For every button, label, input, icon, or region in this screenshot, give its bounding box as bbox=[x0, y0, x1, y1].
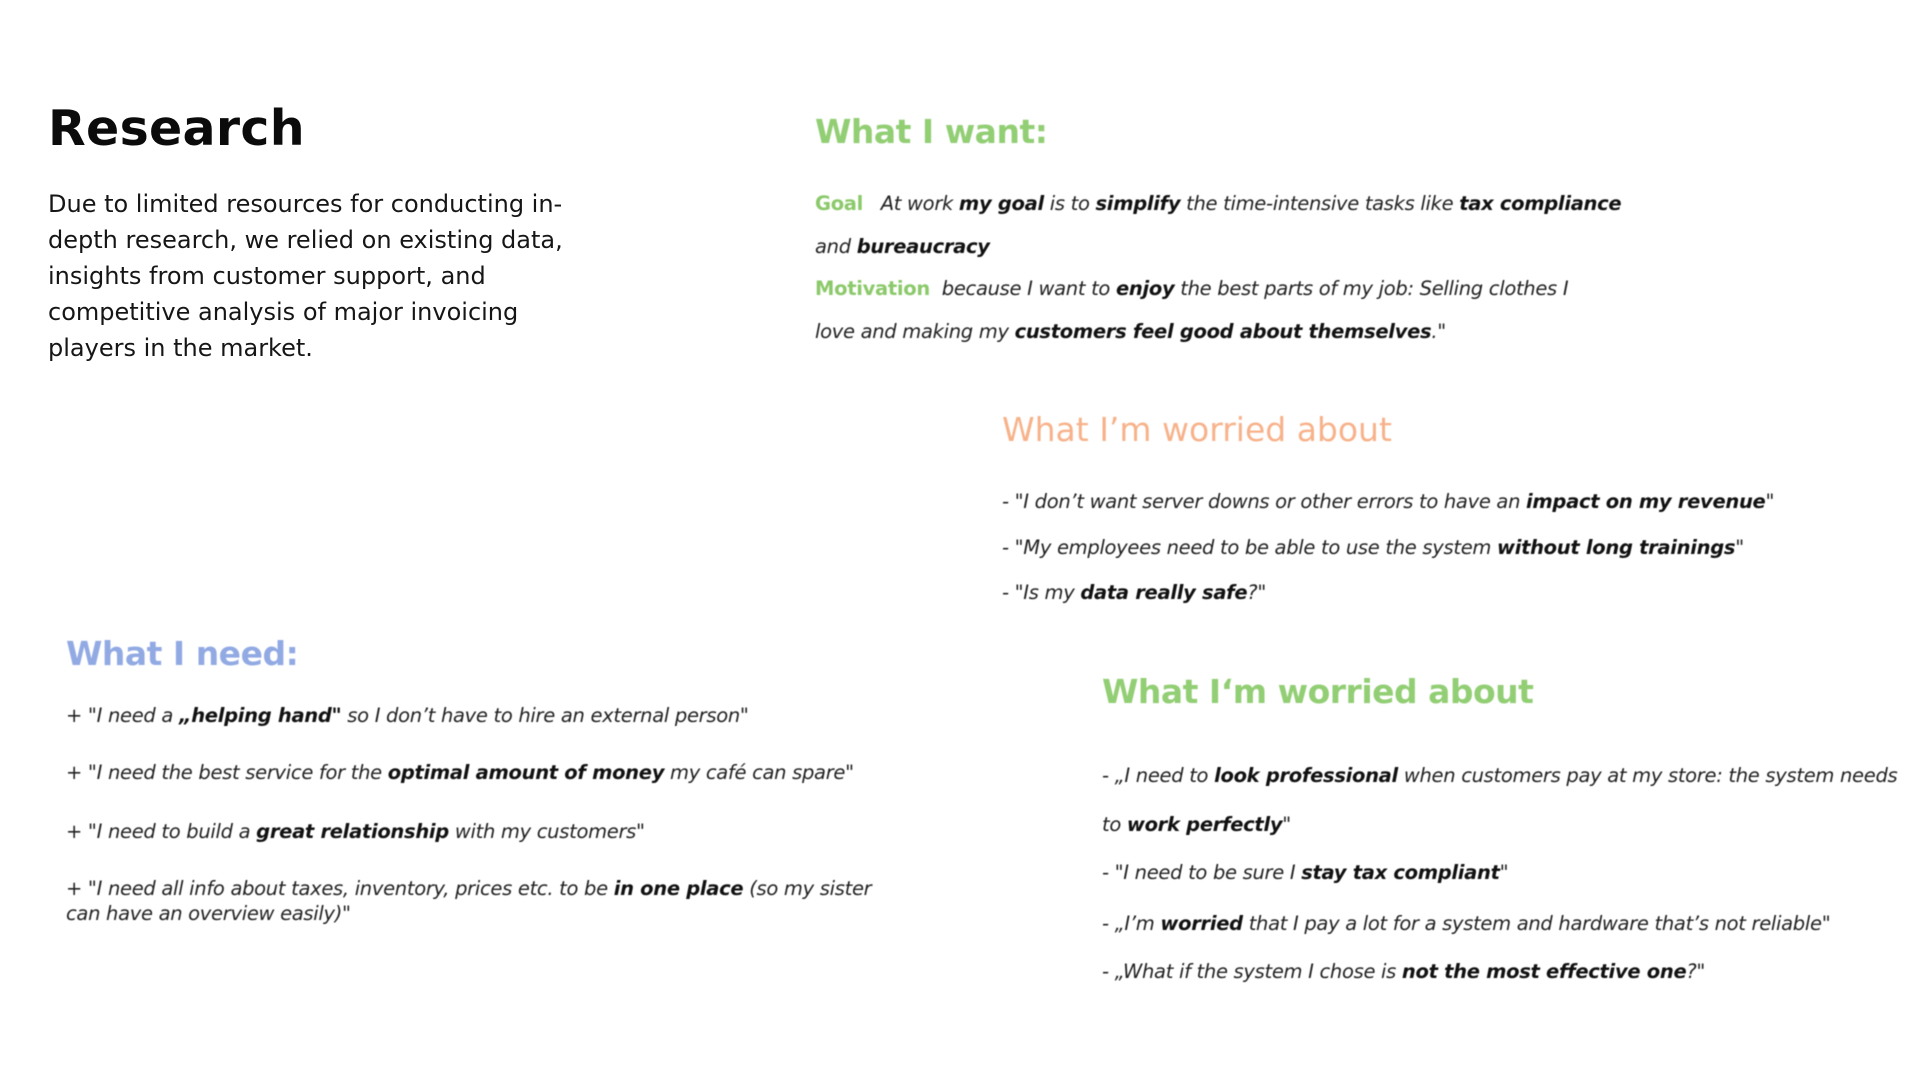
motivation-label: Motivation bbox=[815, 277, 930, 300]
page-title: Research bbox=[48, 100, 305, 157]
goal-text: At work bbox=[880, 192, 959, 215]
list-item: + "I need to build a great relationship with my customers" bbox=[66, 820, 645, 843]
motivation-line bbox=[815, 277, 1568, 300]
goal-emphasis: bureaucracy bbox=[856, 235, 990, 258]
persona-worries-section-2 bbox=[1102, 672, 1898, 983]
needs-heading: What I need: bbox=[66, 634, 299, 673]
list-item-continued: can have an overview easily)" bbox=[66, 902, 351, 925]
motivation-emphasis: enjoy bbox=[1115, 277, 1175, 300]
list-item: - "I need to be sure I stay tax compliant" bbox=[1102, 861, 1509, 884]
list-item: - „I’m worried that I pay a lot for a system and hardware that’s not reliable" bbox=[1102, 912, 1831, 935]
goal-line bbox=[815, 192, 1621, 215]
goal-emphasis: tax compliance bbox=[1459, 192, 1622, 215]
list-item-continued: to work perfectly" bbox=[1102, 813, 1291, 836]
worries-heading-2: What I‘m worried about bbox=[1102, 672, 1534, 711]
motivation-line-2 bbox=[815, 320, 1446, 343]
list-item: + "I need all info about taxes, inventory, prices etc. to be in one place (so my sister bbox=[66, 877, 872, 900]
list-item: + "I need a „helping hand" so I don’t have to hire an external person" bbox=[66, 704, 749, 727]
research-description: Due to limited resources for conducting in-depth research, we relied on existing data, insights from customer support, and competitive analysis of major invoicing players in the market. bbox=[48, 190, 563, 362]
goal-line-2 bbox=[815, 235, 990, 258]
motivation-text: because I want to bbox=[941, 277, 1116, 300]
goal-label: Goal bbox=[815, 192, 864, 215]
persona-wants-section bbox=[815, 112, 1635, 343]
persona-worries-section bbox=[1002, 410, 1802, 604]
goal-text: is to bbox=[1043, 192, 1096, 215]
motivation-text: ." bbox=[1431, 320, 1446, 343]
list-item: - "I don’t want server downs or other errors to have an impact on my revenue" bbox=[1002, 490, 1775, 513]
motivation-emphasis: customers feel good about themselves bbox=[1014, 320, 1432, 343]
persona-needs-section bbox=[66, 634, 886, 925]
list-item: + "I need the best service for the optimal amount of money my café can spare" bbox=[66, 761, 854, 784]
worries-heading: What I’m worried about bbox=[1002, 410, 1392, 449]
wants-heading: What I want: bbox=[815, 112, 1048, 151]
list-item: - „What if the system I chose is not the most effective one?" bbox=[1102, 960, 1706, 983]
motivation-text: the best parts of my job: Selling clothes I bbox=[1174, 277, 1569, 300]
goal-emphasis: simplify bbox=[1095, 192, 1181, 215]
goal-emphasis: my goal bbox=[958, 192, 1044, 215]
motivation-text: love and making my bbox=[815, 320, 1015, 343]
list-item: - "My employees need to be able to use the system without long trainings" bbox=[1002, 536, 1744, 559]
list-item: - "Is my data really safe?" bbox=[1002, 581, 1267, 604]
list-item: - „I need to look professional when customers pay at my store: the system needs bbox=[1102, 764, 1898, 787]
goal-text: and bbox=[815, 235, 857, 258]
goal-text: the time-intensive tasks like bbox=[1180, 192, 1460, 215]
